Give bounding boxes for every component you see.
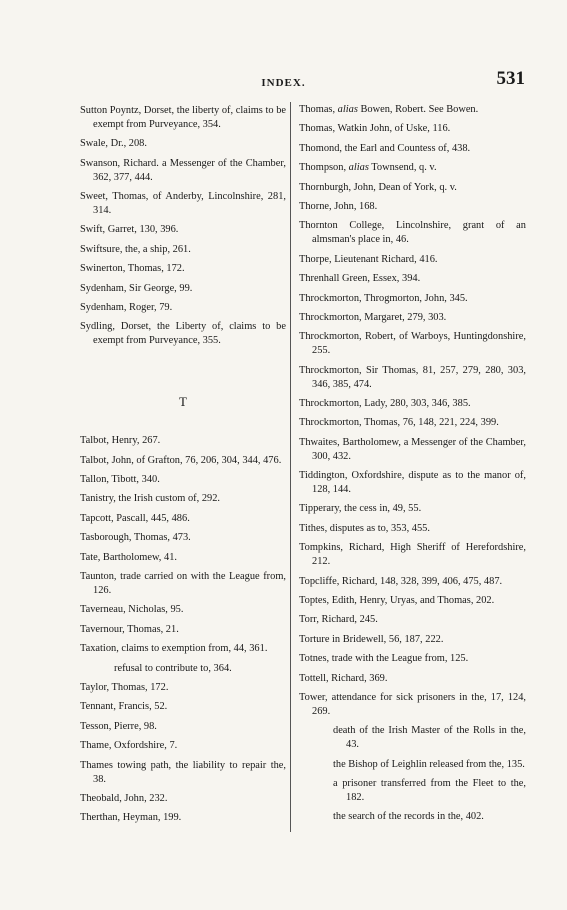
index-entry: Swiftsure, the, a ship, 261. — [80, 243, 191, 255]
index-subentry: a prisoner transferred from the Fleet to the, 182. — [333, 778, 526, 803]
index-entry: Swift, Garret, 130, 396. — [80, 224, 179, 236]
index-entry: Swale, Dr., 208. — [80, 138, 147, 150]
index-entry: Taxation, claims to exemption from, 44, 361. — [80, 643, 268, 655]
entry-alias: alias — [348, 162, 369, 174]
entries-b-group — [299, 181, 526, 719]
index-entry: Thorne, John, 168. — [299, 201, 378, 213]
index-entry: Taylor, Thomas, 172. — [80, 681, 169, 693]
index-entry: Topcliffe, Richard, 148, 328, 399, 406, 475, 487. — [299, 575, 503, 587]
index-entry: Tompkins, Richard, High Sheriff of Herefordshire, 212. — [299, 542, 526, 568]
index-entry — [299, 103, 526, 117]
index-entry: Totnes, trade with the League from, 125. — [299, 653, 469, 665]
left-column — [80, 104, 286, 831]
index-subentry: refusal to contribute to, 364. — [114, 662, 232, 674]
index-entry: Tavernour, Thomas, 21. — [80, 623, 179, 635]
index-entry: Tallon, Tibott, 340. — [80, 474, 160, 485]
tower-subentries — [299, 724, 526, 824]
index-entry: Throckmorton, Throgmorton, John, 345. — [299, 292, 468, 304]
index-entry: Tower, attendance for sick prisoners in the, 17, 124, 269. — [299, 692, 526, 717]
index-entry: Thomas, Watkin John, of Uske, 116. — [299, 123, 451, 135]
index-entry: Threnhall Green, Essex, 394. — [299, 273, 421, 285]
index-entry: Thorpe, Lieutenant Richard, 416. — [299, 253, 438, 265]
index-entry: Throckmorton, Lady, 280, 303, 346, 385. — [299, 398, 471, 409]
index-entry: Taverneau, Nicholas, 95. — [80, 604, 184, 616]
entry-part: Thomas, — [299, 104, 338, 115]
index-entry: Sydenham, Sir George, 99. — [80, 282, 193, 294]
index-entry: Therthan, Heyman, 199. — [80, 812, 182, 824]
index-entry: Thomond, the Earl and Countess of, 438. — [299, 142, 471, 154]
index-entry: Tennant, Francis, 52. — [80, 701, 168, 713]
page-number: 531 — [496, 68, 525, 89]
index-entry: Taunton, trade carried on with the League from, 126. — [80, 571, 286, 596]
index-entry: Thwaites, Bartholomew, a Messenger of the Chamber, 300, 432. — [299, 436, 526, 462]
index-entry: Throckmorton, Margaret, 279, 303. — [299, 311, 447, 323]
index-entry: Toptes, Edith, Henry, Uryas, and Thomas, 202. — [299, 594, 495, 606]
index-entry: Torture in Bridewell, 56, 187, 222. — [299, 633, 444, 645]
index-entry: Tottell, Richard, 369. — [299, 672, 388, 684]
index-entry: Tiddington, Oxfordshire, dispute as to the manor of, 128, 144. — [299, 470, 526, 496]
index-entry: Thornburgh, John, Dean of York, q. v. — [299, 181, 457, 193]
entry-alias: alias — [337, 104, 358, 115]
index-entry: Theobald, John, 232. — [80, 792, 168, 804]
entries-t-group — [80, 434, 286, 656]
entries-t2-group — [80, 681, 286, 825]
right-column — [299, 103, 526, 830]
index-entry: Swinerton, Thomas, 172. — [80, 263, 185, 275]
index-entry: Tesson, Pierre, 98. — [80, 720, 157, 732]
index-entry: Sweet, Thomas, of Anderby, Lincolnshire, 281, 314. — [80, 191, 286, 216]
index-entry: Thame, Oxfordshire, 7. — [80, 740, 178, 752]
index-entry: Sutton Poyntz, Dorset, the liberty of, claims to be exempt from Purveyance, 354. — [80, 105, 286, 130]
entry-part: Townsend, q. v. — [368, 162, 437, 174]
index-subentry: death of the Irish Master of the Rolls in the, 43. — [333, 725, 526, 751]
index-entry: Sydenham, Roger, 79. — [80, 301, 173, 313]
section-letter-t: T — [179, 394, 187, 410]
index-entry: Tipperary, the cess in, 49, 55. — [299, 503, 422, 515]
entry-part: Thompson, — [299, 162, 349, 174]
index-entry: Throckmorton, Robert, of Warboys, Huntingdonshire, 255. — [299, 331, 526, 357]
index-entry: Tate, Bartholomew, 41. — [80, 551, 177, 563]
entries-s-group — [80, 104, 286, 348]
index-subentry: the Bishop of Leighlin released from the, 135. — [333, 758, 525, 770]
index-entry: Tithes, disputes as to, 353, 455. — [299, 522, 430, 534]
index-entry: Tasborough, Thomas, 473. — [80, 532, 191, 544]
index-entry: Throckmorton, Sir Thomas, 81, 257, 279, 280, 303, 346, 385, 474. — [299, 364, 526, 390]
index-entry — [299, 161, 526, 175]
index-entry: Sydling, Dorset, the Liberty of, claims to be exempt from Purveyance, 355. — [80, 321, 286, 347]
index-entry: Throckmorton, Thomas, 76, 148, 221, 224, 399. — [299, 417, 499, 429]
index-entry: Tanistry, the Irish custom of, 292. — [80, 493, 221, 505]
running-header: INDEX. — [261, 77, 306, 89]
index-entry: Talbot, John, of Grafton, 76, 206, 304, 344, 476. — [80, 454, 282, 466]
index-entry: Talbot, Henry, 267. — [80, 435, 161, 447]
index-entry: Torr, Richard, 245. — [299, 614, 378, 626]
index-entry: Swanson, Richard. a Messenger of the Chamber, 362, 377, 444. — [80, 157, 286, 183]
entries-a-group — [299, 122, 526, 155]
index-entry: Thornton College, Lincolnshire, grant of an almsman's place in, 46. — [299, 220, 526, 246]
column-divider — [290, 102, 291, 832]
index-entry: Tapcott, Pascall, 445, 486. — [80, 512, 190, 524]
index-entry: Thames towing path, the liability to repair the, 38. — [80, 759, 286, 785]
index-subentry: the search of the records in the, 402. — [333, 811, 484, 823]
entry-part: Bowen, Robert. See Bowen. — [357, 104, 479, 115]
